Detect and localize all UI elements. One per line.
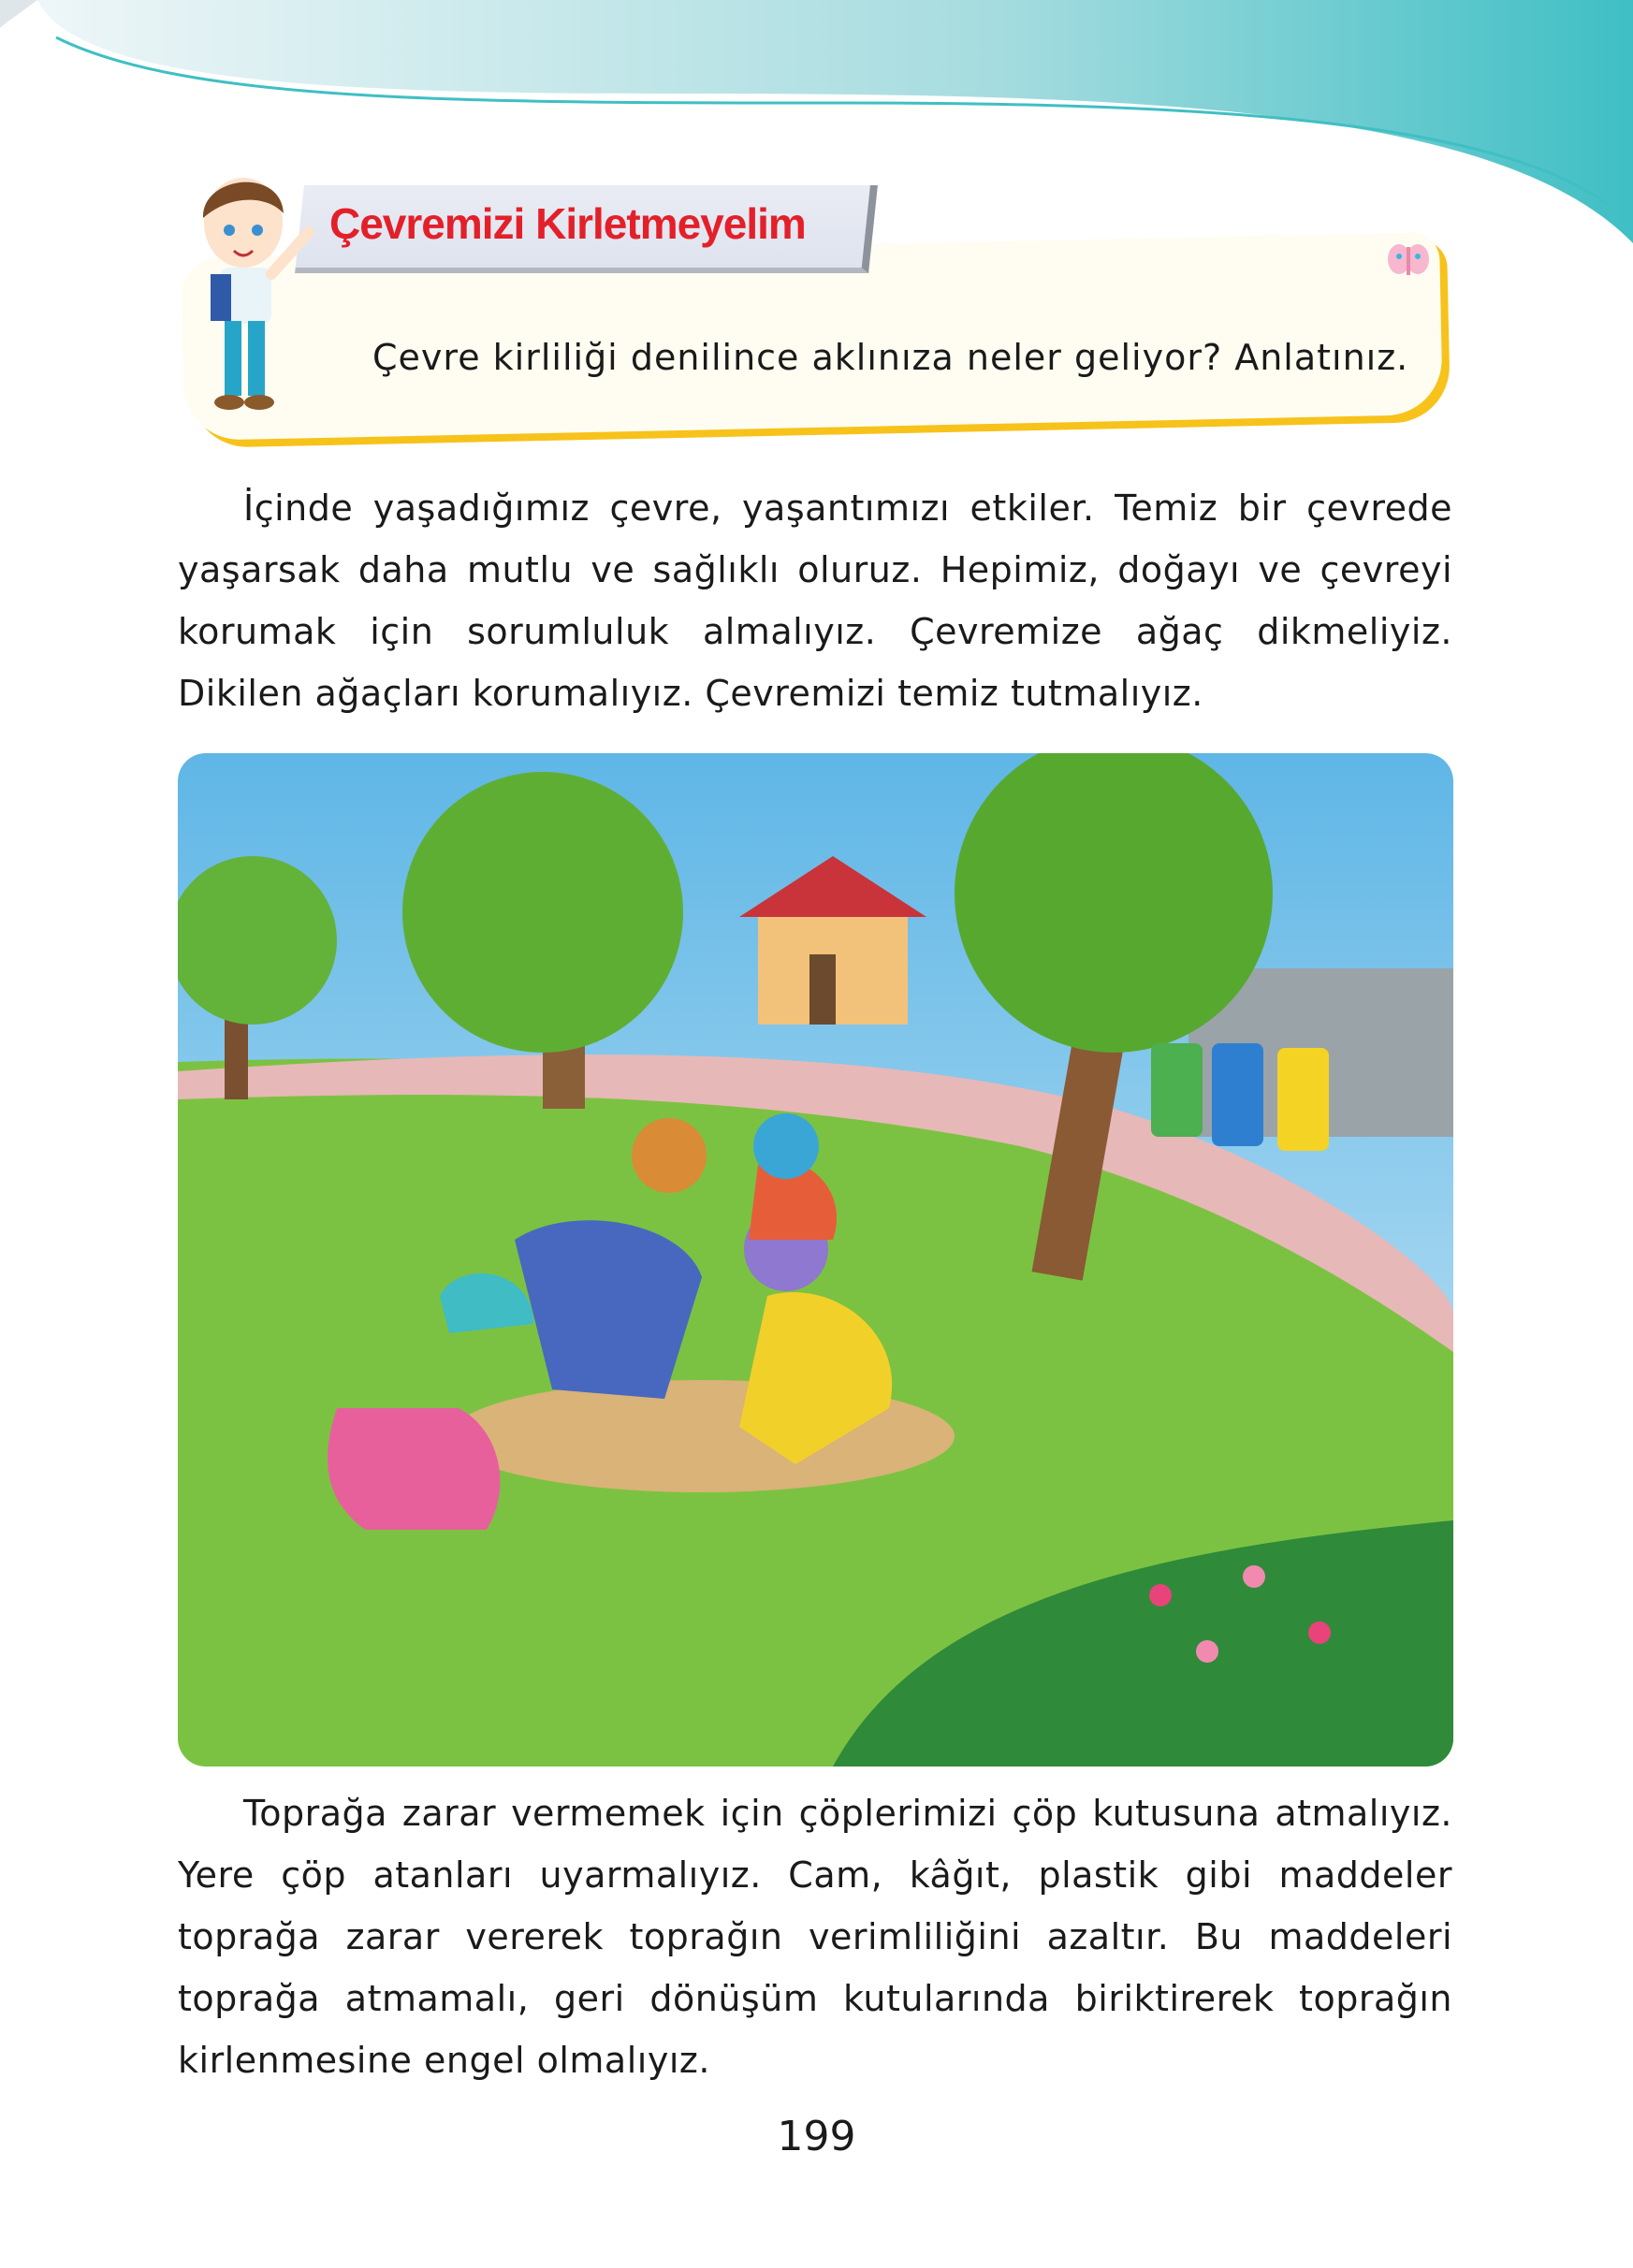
paragraph-text: İçinde yaşadığımız çevre, yaşantımızı etkiler. Temiz bir çevrede yaşarsak daha mutlu ve sağlıklı oluruz. Hepimiz, doğayı ve çevreyi korumak için sorumluluk almalıyız. Çevremize ağaç dikmeliyiz. Dikilen ağaçları korumalıyız. Çevremizi temiz tutmalıyız. (178, 487, 1452, 714)
butterfly-icon (1385, 236, 1432, 292)
paragraph-intro (178, 477, 1452, 724)
tree-planting-illustration (178, 753, 1453, 1766)
boy-character-icon (192, 167, 318, 419)
paragraph-soil (178, 1782, 1452, 2091)
discussion-question: Çevre kirliliği denilince aklınıza neler geliyor? Anlatınız. (372, 337, 1409, 378)
paragraph-text: Toprağa zarar vermemek için çöplerimizi çöp kutusuna atmalıyız. Yere çöp atanları uyarmalıyız. Cam, kâğıt, plastik gibi maddeler toprağa zarar vererek toprağın verimliliğini azaltır. Bu maddeleri toprağa atmamalı, geri dönüşüm kutularında biriktirerek toprağın kirlenmesine engel olmalıyız. (178, 1793, 1452, 2081)
section-title: Çevremizi Kirletmeyelim (329, 199, 806, 248)
page-number: 199 (777, 2113, 856, 2160)
